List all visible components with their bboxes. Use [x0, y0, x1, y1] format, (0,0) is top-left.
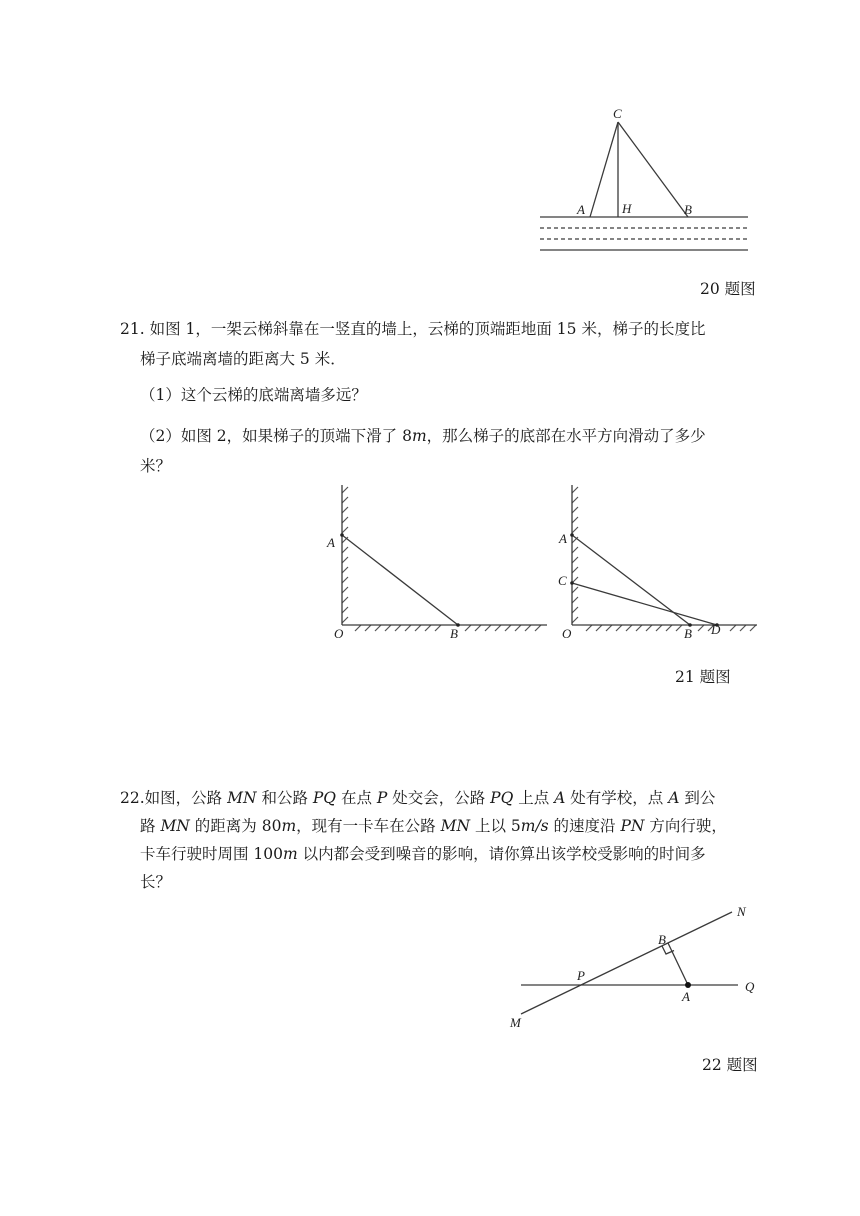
q21-part-2-line-1: （2）如图 2，如果梯子的顶端下滑了 8m，那么梯子的底部在水平方向滑动了多少 [140, 427, 706, 445]
label-p: P [577, 968, 585, 983]
wall-hatching [572, 487, 578, 623]
label-b: B [658, 932, 666, 947]
label-o: O [334, 626, 344, 641]
q22-line-3: 卡车行驶时周围 100m 以内都会受到噪音的影响，请你算出该学校受影响的时间多 [140, 845, 706, 863]
label-o: O [562, 626, 572, 641]
point-a [570, 533, 574, 537]
segment-ab [668, 943, 688, 985]
label-c: C [613, 106, 622, 121]
label-a: A [559, 531, 567, 546]
label-c: C [558, 573, 567, 588]
q21-line-1: 21. 如图 1，一架云梯斜靠在一竖直的墙上，云梯的顶端距地面 15 米，梯子的长度比 [120, 320, 706, 338]
ground-hatching [586, 625, 756, 631]
ladder-ab [342, 535, 458, 625]
label-b: B [450, 626, 458, 641]
label-a: A [327, 535, 335, 550]
ladder-cd [572, 583, 717, 625]
q22-line-1: 22.如图，公路 MN 和公路 PQ 在点 P 处交会，公路 PQ 上点 A 处有学校，点 A 到公 [120, 789, 716, 807]
label-h: H [622, 201, 632, 216]
label-b: B [684, 202, 692, 217]
figure-22 [505, 900, 770, 1035]
q22-line-4: 长？ [140, 873, 172, 891]
label-m: M [510, 1015, 521, 1030]
figure-20-caption: 20 题图 [700, 280, 756, 298]
figure-22-caption: 22 题图 [702, 1056, 758, 1074]
label-d: D [711, 622, 721, 637]
label-n: N [737, 904, 746, 919]
q21-line-2: 梯子底端离墙的距离大 5 米． [140, 350, 346, 368]
label-a: A [682, 989, 690, 1004]
q22-line-2: 路 MN 的距离为 80m，现有一卡车在公路 MN 上以 5m/s 的速度沿 PN 方向行驶， [140, 817, 727, 835]
label-q: Q [745, 979, 755, 994]
ground-hatching [355, 625, 541, 631]
point-a [685, 982, 691, 988]
segment-ca [590, 122, 618, 217]
figure-20 [530, 100, 760, 260]
q21-part-1: （1）这个云梯的底端离墙多远？ [140, 386, 367, 404]
figure-21-panel-2 [552, 485, 762, 645]
label-a: A [577, 202, 585, 217]
figure-21-caption: 21 题图 [675, 668, 731, 686]
point-a [340, 533, 344, 537]
wall-hatching [342, 487, 348, 623]
road-mn [521, 912, 732, 1014]
point-c [570, 581, 574, 585]
q21-part-2-line-2: 米？ [140, 457, 172, 475]
label-b: B [684, 626, 692, 641]
figure-21-panel-1 [325, 485, 555, 645]
